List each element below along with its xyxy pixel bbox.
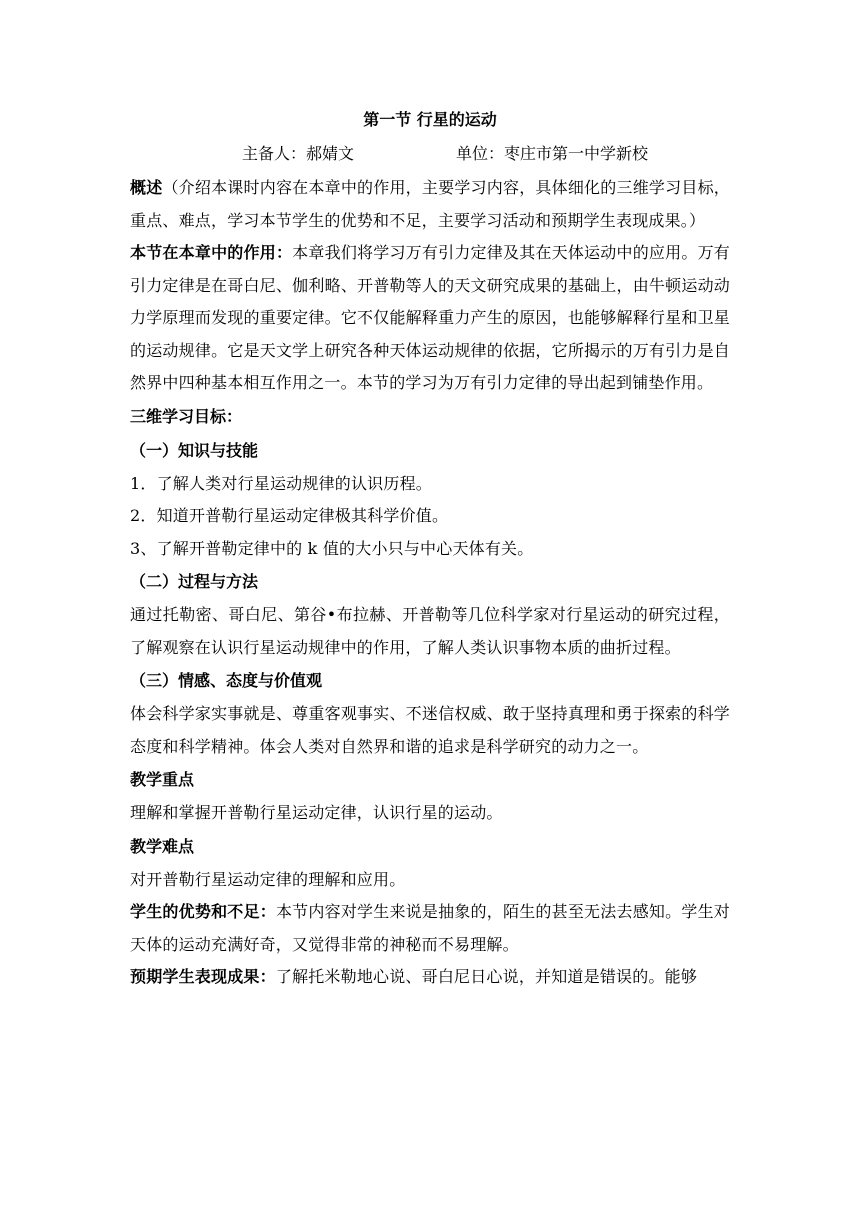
students-text: 本节内容对学生来说是抽象的，陌生的甚至无法去感知。学生对天体的运动充满好奇，又觉得非常的神秘而不易理解。 xyxy=(130,902,730,954)
process-text: 通过托勒密、哥白尼、第谷•布拉赫、开普勒等几位科学家对行星运动的研究过程，了解观察在认识行星运动规律中的作用，了解人类认识事物本质的曲折过程。 xyxy=(130,605,730,657)
difficulty-heading: 教学难点 xyxy=(130,836,195,856)
process-heading: （二）过程与方法 xyxy=(130,572,259,591)
expected-label: 预期学生表现成果： xyxy=(130,967,276,986)
key-point-heading: 教学重点 xyxy=(130,770,195,789)
students-label: 学生的优势和不足： xyxy=(130,902,276,921)
overview-label: 概述 xyxy=(130,178,163,197)
expected-text: 了解托米勒地心说、哥白尼日心说，并知道是错误的。能够 xyxy=(275,967,698,986)
emotion-text: 体会科学家实事就是、尊重客观事实、不迷信权威、敢于坚持真理和勇于探索的科学态度和科学精神。体会人类对自然界和谐的追求是科学研究的动力之一。 xyxy=(130,704,730,756)
role-paragraph xyxy=(130,237,730,400)
students-paragraph xyxy=(130,896,730,961)
knowledge-item: 2．知道开普勒行星运动定律极其科学价值。 xyxy=(130,506,449,525)
knowledge-item: 3、了解开普勒定律中的 k 值的大小只与中心天体有关。 xyxy=(130,538,534,558)
document-page xyxy=(130,104,730,994)
knowledge-item: 1．了解人类对行星运动规律的认识历程。 xyxy=(130,473,432,493)
overview-paragraph xyxy=(130,172,730,237)
role-text: 本章我们将学习万有引力定律及其在天体运动中的应用。万有引力定律是在哥白尼、伽利略、开普勒等人的天文研究成果的基础上，由牛顿运动动力学原理而发现的重要定律。它不仅能解释重力产生的原因，也能够解释行星和卫星的运动规律。它是天文学上研究各种天体运动规律的依据，它所揭示的万有引力是自然界中四种基本相互作用之一。本节的学习为万有引力定律的导出起到铺垫作用。 xyxy=(130,243,730,392)
expected-paragraph xyxy=(130,961,730,994)
author: 主备人：郝婧文 xyxy=(242,144,355,163)
key-point-text: 理解和掌握开普勒行星运动定律，认识行星的运动。 xyxy=(130,803,503,822)
overview-text: （介绍本课时内容在本章中的作用，主要学习内容，具体细化的三维学习目标，重点、难点，学习本节学生的优势和不足，主要学习活动和预期学生表现成果。） xyxy=(130,178,730,230)
author-line xyxy=(130,136,730,172)
document-title: 第一节 行星的运动 xyxy=(363,110,497,129)
knowledge-heading: （一）知识与技能 xyxy=(130,440,259,460)
unit: 单位：枣庄市第一中学新校 xyxy=(456,144,649,163)
difficulty-text: 对开普勒行星运动定律的理解和应用。 xyxy=(130,869,406,889)
emotion-heading: （三）情感、态度与价值观 xyxy=(130,671,323,690)
role-label: 本节在本章中的作用： xyxy=(130,243,293,262)
goals-heading: 三维学习目标： xyxy=(130,406,243,426)
